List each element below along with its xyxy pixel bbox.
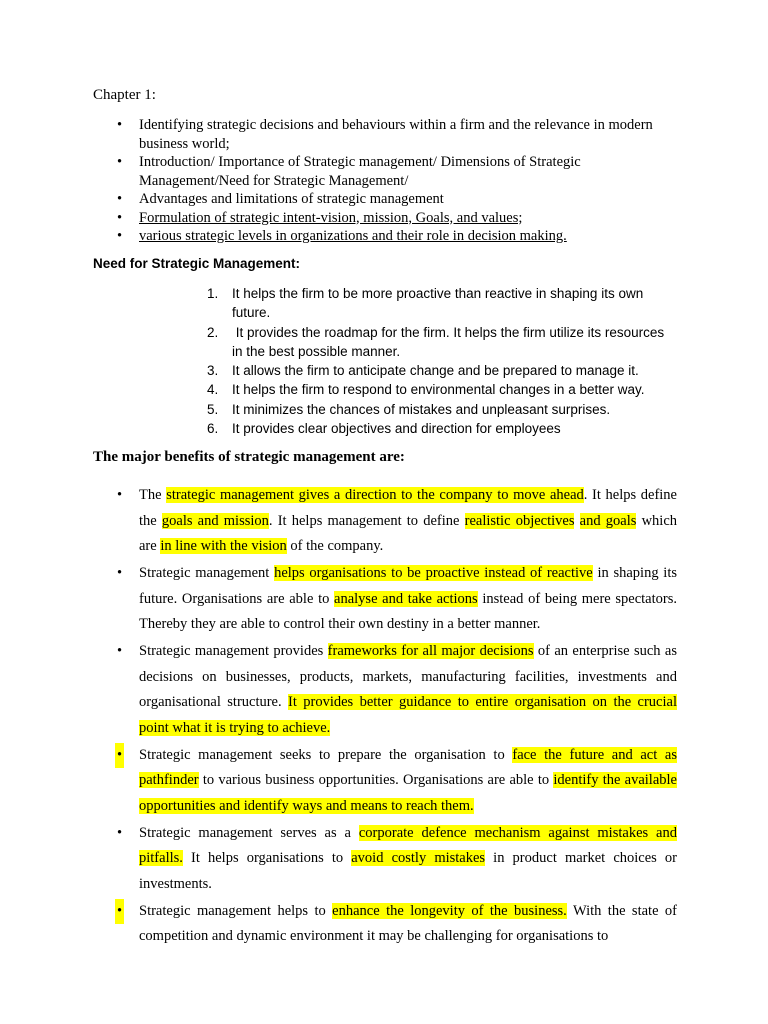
need-item-number: 5.: [207, 401, 219, 417]
highlighted-text: goals and mission: [161, 512, 269, 529]
benefit-text: . It helps define the: [139, 487, 677, 529]
bullet-icon: •: [117, 643, 123, 659]
highlighted-text: in line with the vision: [160, 538, 287, 554]
need-item-text: It helps the firm to be more proactive than reactive in shaping its own future.: [232, 286, 647, 321]
topic-item: [117, 190, 677, 209]
highlighted-text: It provides better guidance to entire organisation on the crucial point what it is trying to achieve.: [139, 694, 677, 736]
topic-text: Identifying strategic decisions and behaviours within a firm and the relevance in modern business world;: [139, 117, 653, 152]
bullet-icon: •: [117, 191, 123, 207]
topic-item: [117, 209, 677, 228]
need-item: [207, 361, 677, 380]
benefits-list: [117, 483, 677, 951]
highlighted-text: identify the available opportunities and identify ways and means to reach them.: [139, 772, 677, 814]
benefit-text: It helps organisations to: [182, 850, 352, 866]
need-item-text: It minimizes the chances of mistakes and unpleasant surprises.: [232, 401, 611, 417]
bullet-icon: •: [115, 743, 124, 769]
need-heading: Need for Strategic Management:: [93, 256, 301, 271]
bullet-icon: •: [117, 117, 123, 133]
topic-item: [117, 227, 677, 246]
benefit-text: instead of being mere spectators. Thereby they are able to control their own destiny in a better manner.: [139, 590, 677, 632]
benefit-text: The: [139, 487, 167, 503]
highlighted-text: frameworks for all major decisions: [327, 643, 534, 659]
need-item-number: 2.: [207, 324, 219, 340]
need-item-text: It helps the firm to respond to environmental changes in a better way.: [232, 382, 645, 398]
bullet-icon: •: [117, 824, 123, 841]
benefit-text: [574, 513, 579, 529]
need-item: [207, 380, 677, 399]
bullet-icon: •: [117, 209, 123, 226]
bullet-icon: •: [117, 565, 123, 581]
bullet-icon: •: [117, 487, 123, 503]
need-item: [207, 284, 677, 323]
benefit-item: [117, 899, 677, 950]
topic-item: [117, 153, 677, 190]
need-item: [207, 323, 677, 362]
benefit-text: Strategic management: [139, 565, 275, 581]
highlighted-text: strategic management gives a direction to the company to move ahead: [166, 487, 584, 503]
need-item-text: It allows the firm to anticipate change and be prepared to manage it.: [232, 363, 639, 379]
benefit-item: [117, 821, 677, 898]
topic-text: various strategic levels in organizations and their role in decision making.: [139, 228, 567, 244]
highlighted-text: corporate defence mechanism against mistakes and pitfalls.: [139, 824, 677, 866]
highlighted-text: avoid costly mistakes: [351, 850, 486, 866]
benefits-heading: The major benefits of strategic management are:: [93, 449, 405, 465]
benefit-text: . It helps management to define: [268, 512, 465, 529]
bullet-icon: •: [115, 899, 124, 925]
need-item-number: 6.: [207, 421, 219, 437]
topic-text: Advantages and limitations of strategic management: [139, 191, 444, 207]
chapter-title: Chapter 1:: [93, 87, 156, 103]
need-item: [207, 419, 677, 438]
benefit-text: Strategic management helps to: [139, 902, 333, 919]
benefit-text: in shaping its future. Organisations are able to: [139, 565, 677, 607]
topic-text: Introduction/ Importance of Strategic management/ Dimensions of Strategic Management/Need for Strategic Management/: [139, 154, 581, 189]
highlighted-text: realistic objectives: [464, 512, 575, 529]
highlighted-text: face the future and act as pathfinder: [139, 746, 677, 788]
benefit-text: Strategic management provides: [139, 643, 328, 659]
need-item-number: 4.: [207, 382, 219, 398]
highlighted-text: analyse and take actions: [334, 590, 478, 607]
need-item-number: 3.: [207, 363, 219, 379]
benefit-text: Strategic management serves as a: [139, 824, 359, 841]
topic-text: Formulation of strategic intent-vision, mission, Goals, and values;: [139, 209, 523, 226]
benefit-text: to various business opportunities. Organisations are able to: [198, 772, 554, 788]
highlighted-text: helps organisations to be proactive instead of reactive: [274, 565, 593, 581]
benefit-item: [117, 483, 677, 560]
need-item-text: It provides clear objectives and direction for employees: [232, 421, 561, 437]
benefit-text: With the state of competition and dynamic environment it may be challenging for organisations to: [139, 902, 677, 944]
topics-list: [117, 116, 677, 246]
benefit-text: which are: [139, 512, 677, 554]
benefit-text: in product market choices or investments.: [139, 850, 677, 892]
need-item-number: 1.: [207, 286, 219, 301]
bullet-icon: •: [117, 154, 123, 170]
benefit-text: of the company.: [286, 538, 384, 554]
need-item-text: It provides the roadmap for the firm. It helps the firm utilize its resources in the best possible manner.: [232, 324, 668, 359]
benefit-item: [117, 743, 677, 820]
benefit-item: [117, 561, 677, 638]
topic-item: [117, 116, 677, 153]
benefit-item: [117, 639, 677, 741]
highlighted-text: enhance the longevity of the business.: [332, 902, 567, 919]
benefit-text: Strategic management seeks to prepare the organisation to: [139, 746, 513, 763]
benefit-text: of an enterprise such as decisions on businesses, products, markets, manufacturing facilities, investments and organisational structure.: [139, 643, 677, 710]
need-item: [207, 400, 677, 419]
bullet-icon: •: [117, 228, 123, 244]
need-list: [207, 284, 677, 438]
highlighted-text: and goals: [579, 512, 637, 529]
